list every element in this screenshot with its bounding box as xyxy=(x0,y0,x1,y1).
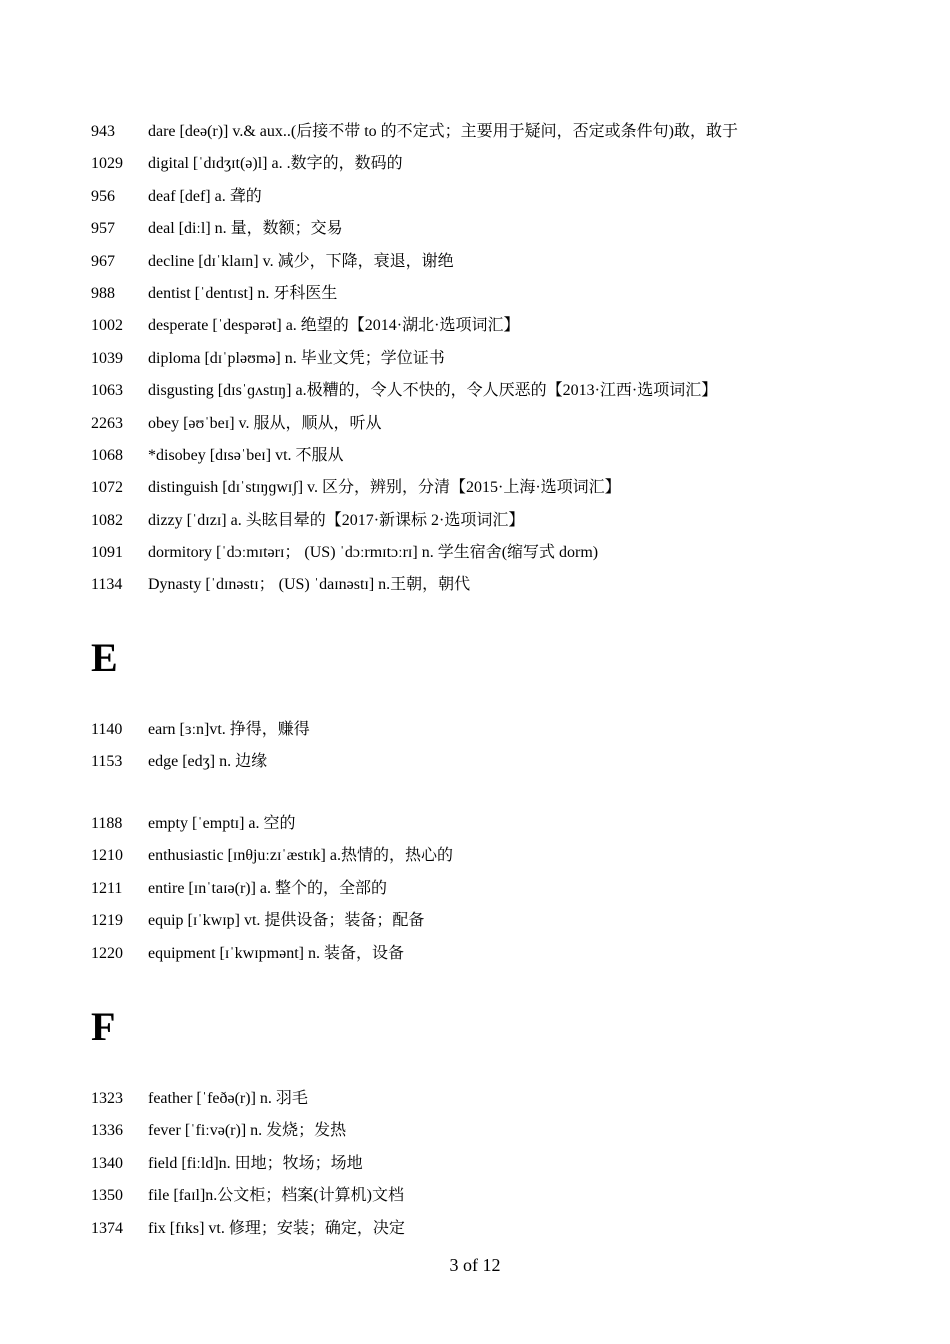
entry-text: dormitory [ˈdɔːmɪtərɪ； (US) ˈdɔːrmɪtɔːrɪ] n. 学生宿舍(缩写式 dorm) xyxy=(148,544,599,562)
entry-text: fix [fɪks] vt. 修理；安装；确定，决定 xyxy=(148,1219,405,1237)
entry-number: 1140 xyxy=(91,721,123,738)
entry-text: disgusting [dɪsˈɡʌstɪŋ] a.极糟的，令人不快的，令人厌恶的【2013·江西·选项词汇】 xyxy=(148,382,718,400)
entry-text: digital [ˈdɪdʒɪt(ə)l] a. .数字的，数码的 xyxy=(148,155,403,173)
word-entry xyxy=(0,181,950,213)
entry-number: 1374 xyxy=(91,1219,123,1237)
entry-number: 1211 xyxy=(91,879,123,897)
word-entry xyxy=(0,505,950,537)
word-entry xyxy=(0,1213,950,1245)
entry-number: 1220 xyxy=(91,944,123,962)
entry-text: file [faɪl]n.公文柜；档案(计算机)文档 xyxy=(148,1187,404,1205)
entry-text: equip [ɪˈkwɪp] vt. 提供设备；装备；配备 xyxy=(148,912,425,930)
page-number: 3 of 12 xyxy=(449,1255,501,1275)
entry-number: 1002 xyxy=(91,317,123,335)
word-entry xyxy=(0,840,950,872)
section-heading-f: F xyxy=(91,1004,116,1049)
entry-text: feather [ˈfeðə(r)] n. 羽毛 xyxy=(148,1090,308,1107)
word-entry xyxy=(0,1115,950,1147)
entry-number: 1082 xyxy=(91,511,123,529)
entry-text: dentist [ˈdentɪst] n. 牙科医生 xyxy=(148,284,338,302)
entry-number: 1072 xyxy=(91,479,123,497)
entry-number: 1063 xyxy=(91,382,123,400)
word-entry xyxy=(0,714,950,746)
word-entry xyxy=(0,938,950,970)
section-heading-e: E xyxy=(91,635,118,680)
entry-number: 1323 xyxy=(91,1090,123,1107)
entry-text: distinguish [dɪˈstɪŋɡwɪʃ] v. 区分，辨别，分清【2015·上海·选项词汇】 xyxy=(148,479,621,497)
word-entry xyxy=(0,213,950,245)
entry-text: edge [edʒ] n. 边缘 xyxy=(148,753,268,771)
entry-text: obey [əʊˈbeɪ] v. 服从，顺从，听从 xyxy=(148,414,382,432)
word-entry xyxy=(0,1180,950,1212)
entry-text: decline [dɪˈklaɪn] v. 减少，下降，衰退，谢绝 xyxy=(148,252,454,270)
entry-number: 967 xyxy=(91,252,115,270)
word-entry xyxy=(0,246,950,278)
word-entry xyxy=(0,148,950,180)
word-entry xyxy=(0,537,950,569)
entry-text: desperate [ˈdespərət] a. 绝望的【2014·湖北·选项词汇】 xyxy=(148,317,520,335)
entry-text: *disobey [dɪsəˈbeɪ] vt. 不服从 xyxy=(148,446,344,464)
word-entry xyxy=(0,278,950,310)
entry-text: entire [ɪnˈtaɪə(r)] a. 整个的，全部的 xyxy=(148,879,388,897)
word-entry xyxy=(0,873,950,905)
word-list-e xyxy=(0,714,950,779)
entry-number: 956 xyxy=(91,187,115,205)
entry-number: 1153 xyxy=(91,753,123,771)
entry-number: 1336 xyxy=(91,1122,123,1140)
word-entry xyxy=(0,440,950,472)
entry-text: diploma [dɪˈpləʊmə] n. 毕业文凭；学位证书 xyxy=(148,349,445,367)
entry-number: 1210 xyxy=(91,847,123,865)
word-list-e-continued xyxy=(0,808,950,970)
word-entry xyxy=(0,408,950,440)
word-entry xyxy=(0,808,950,840)
entry-number: 1340 xyxy=(91,1154,123,1172)
entry-text: dizzy [ˈdɪzɪ] a. 头眩目晕的【2017·新课标 2·选项词汇】 xyxy=(148,511,525,529)
entry-text: field [fiːld]n. 田地；牧场；场地 xyxy=(148,1154,363,1172)
word-entry xyxy=(0,116,950,148)
word-entry xyxy=(0,375,950,407)
entry-number: 1091 xyxy=(91,544,123,562)
entry-text: empty [ˈemptɪ] a. 空的 xyxy=(148,815,296,832)
word-list-f xyxy=(0,1083,950,1245)
entry-text: deal [diːl] n. 量，数额；交易 xyxy=(148,220,343,238)
word-entry xyxy=(0,472,950,504)
entry-number: 1219 xyxy=(91,912,123,930)
entry-number: 1188 xyxy=(91,815,123,832)
word-entry xyxy=(0,1148,950,1180)
word-entry xyxy=(0,746,950,778)
word-entry xyxy=(0,343,950,375)
entry-text: fever [ˈfiːvə(r)] n. 发烧；发热 xyxy=(148,1122,347,1140)
word-entry xyxy=(0,569,950,601)
word-entry xyxy=(0,310,950,342)
entry-number: 943 xyxy=(91,123,115,140)
entry-number: 1068 xyxy=(91,446,123,464)
entry-text: equipment [ɪˈkwɪpmənt] n. 装备，设备 xyxy=(148,944,404,962)
entry-number: 1350 xyxy=(91,1187,123,1205)
entry-text: dare [deə(r)] v.& aux..(后接不带 to 的不定式；主要用于疑问，否定或条件句)敢，敢于 xyxy=(148,123,738,140)
entry-number: 957 xyxy=(91,220,115,238)
word-entry xyxy=(0,905,950,937)
entry-text: deaf [def] a. 聋的 xyxy=(148,187,262,205)
entry-text: Dynasty [ˈdɪnəstɪ； (US) ˈdaɪnəstɪ] n.王朝，朝代 xyxy=(148,576,471,594)
entry-text: enthusiastic [ɪnθjuːzɪˈæstɪk] a.热情的，热心的 xyxy=(148,847,453,865)
entry-number: 1134 xyxy=(91,576,123,594)
entry-number: 1029 xyxy=(91,155,123,173)
word-entry xyxy=(0,1083,950,1115)
entry-number: 2263 xyxy=(91,414,123,432)
word-list-d xyxy=(0,116,950,602)
entry-number: 988 xyxy=(91,284,115,302)
entry-text: earn [ɜːn]vt. 挣得，赚得 xyxy=(148,721,310,738)
entry-number: 1039 xyxy=(91,349,123,367)
